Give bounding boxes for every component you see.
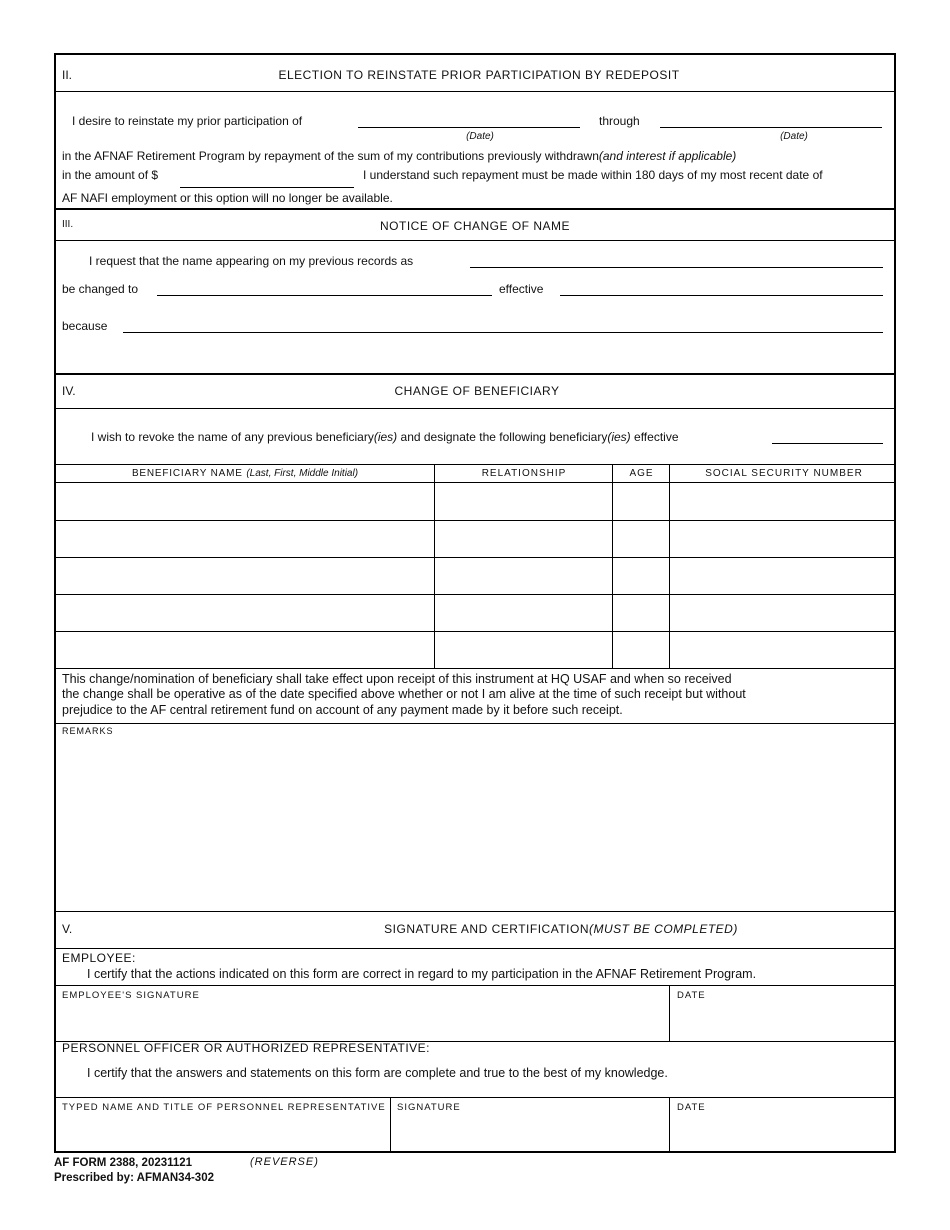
from-date-field[interactable] bbox=[358, 127, 580, 128]
table-top-border bbox=[55, 464, 895, 465]
divider bbox=[55, 723, 895, 724]
column-header-relationship: RELATIONSHIP bbox=[481, 468, 567, 479]
through-label: through bbox=[599, 114, 640, 128]
column-divider bbox=[612, 464, 613, 668]
divider bbox=[55, 373, 895, 375]
new-name-field[interactable] bbox=[157, 295, 492, 296]
section-5-number: V. bbox=[62, 922, 73, 936]
divider bbox=[55, 240, 895, 241]
through-date-label: (Date) bbox=[780, 131, 808, 142]
amount-field[interactable] bbox=[180, 187, 354, 188]
divider bbox=[55, 985, 895, 986]
employee-date-field[interactable] bbox=[670, 1003, 894, 1040]
column-header-name bbox=[55, 468, 435, 479]
name-request-text: I request that the name appearing on my previous records as bbox=[89, 254, 414, 268]
table-row[interactable] bbox=[55, 521, 895, 557]
ies-note-2: (ies) bbox=[607, 430, 631, 444]
changed-to-label: be changed to bbox=[62, 282, 139, 296]
repayment-text bbox=[62, 149, 736, 163]
employee-date-label: DATE bbox=[677, 990, 706, 1001]
divider bbox=[55, 91, 895, 92]
representative-date-field[interactable] bbox=[670, 1115, 894, 1151]
revoke-part-2: and designate the following beneficiary bbox=[400, 430, 608, 444]
column-divider bbox=[669, 464, 670, 668]
representative-signature-label: SIGNATURE bbox=[397, 1102, 461, 1113]
table-row[interactable] bbox=[55, 595, 895, 631]
ies-note-1: (ies) bbox=[373, 430, 398, 444]
section-5-title-note: (MUST BE COMPLETED) bbox=[589, 922, 738, 936]
column-header-ssn: SOCIAL SECURITY NUMBER bbox=[705, 468, 863, 479]
personnel-label: PERSONNEL OFFICER OR AUTHORIZED REPRESENTATIVE: bbox=[62, 1041, 430, 1055]
divider bbox=[55, 911, 895, 912]
revoke-part-1: I wish to revoke the name of any previous beneficiary bbox=[91, 430, 374, 444]
column-header-name-label: BENEFICIARY NAME bbox=[131, 468, 243, 479]
from-date-label: (Date) bbox=[466, 131, 494, 142]
nafi-employment-text: AF NAFI employment or this option will no longer be available. bbox=[62, 191, 393, 205]
table-row[interactable] bbox=[55, 558, 895, 594]
because-label: because bbox=[62, 319, 108, 333]
revoke-text bbox=[91, 430, 679, 444]
repayment-line: in the AFNAF Retirement Program by repayment of the sum of my contributions previously withdrawn bbox=[62, 149, 599, 163]
section-3-title: NOTICE OF CHANGE OF NAME bbox=[379, 219, 570, 233]
beneficiary-notice-line-3: prejudice to the AF central retirement fund on account of any payment made by it before such receipt. bbox=[62, 703, 623, 717]
section-4-number: IV. bbox=[62, 384, 76, 398]
typed-name-label: TYPED NAME AND TITLE OF PERSONNEL REPRESENTATIVE bbox=[62, 1102, 386, 1113]
remarks-label: REMARKS bbox=[62, 726, 114, 736]
revoke-part-3: effective bbox=[634, 430, 679, 444]
section-5-title bbox=[54, 922, 950, 936]
reason-field[interactable] bbox=[123, 332, 883, 333]
table-row[interactable] bbox=[55, 632, 895, 668]
section-4-title: CHANGE OF BENEFICIARY bbox=[394, 384, 560, 398]
personnel-certification: I certify that the answers and statements on this form are complete and true to the best of my knowledge. bbox=[87, 1066, 668, 1080]
employee-signature-field[interactable] bbox=[55, 1003, 668, 1040]
divider bbox=[55, 948, 895, 949]
employee-label: EMPLOYEE: bbox=[62, 951, 136, 965]
column-divider bbox=[434, 464, 435, 668]
through-date-field[interactable] bbox=[660, 127, 882, 128]
name-effective-date-field[interactable] bbox=[560, 295, 883, 296]
divider bbox=[55, 1097, 895, 1098]
employee-certification: I certify that the actions indicated on this form are correct in regard to my participation in the AFNAF Retirement Program. bbox=[87, 967, 757, 981]
table-row[interactable] bbox=[55, 483, 895, 520]
section-3-number: III. bbox=[62, 219, 74, 230]
reinstate-text: I desire to reinstate my prior participation of bbox=[72, 114, 303, 128]
section-2-title: ELECTION TO REINSTATE PRIOR PARTICIPATION BY REDEPOSIT bbox=[278, 68, 680, 82]
section-5-title-text: SIGNATURE AND CERTIFICATION bbox=[384, 922, 589, 936]
employee-signature-label: EMPLOYEE'S SIGNATURE bbox=[62, 990, 200, 1001]
typed-name-field[interactable] bbox=[55, 1115, 389, 1151]
effective-label: effective bbox=[499, 282, 544, 296]
column-header-name-note: (Last, First, Middle Initial) bbox=[246, 468, 359, 479]
representative-date-label: DATE bbox=[677, 1102, 706, 1113]
beneficiary-effective-date-field[interactable] bbox=[772, 443, 883, 444]
representative-signature-field[interactable] bbox=[391, 1115, 668, 1151]
table-bottom-border bbox=[55, 668, 895, 669]
form-side: (REVERSE) bbox=[250, 1156, 319, 1168]
remarks-field[interactable] bbox=[55, 737, 895, 910]
divider bbox=[55, 208, 895, 210]
prescribed-by: Prescribed by: AFMAN34-302 bbox=[54, 1172, 214, 1184]
previous-name-field[interactable] bbox=[470, 267, 883, 268]
beneficiary-notice-line-2: the change shall be operative as of the date specified above whether or not I am alive at the time of such receipt but without bbox=[62, 687, 746, 701]
interest-note: (and interest if applicable) bbox=[598, 149, 737, 163]
divider bbox=[55, 408, 895, 409]
form-id: AF FORM 2388, 20231121 bbox=[54, 1157, 193, 1169]
beneficiary-notice-line-1: This change/nomination of beneficiary shall take effect upon receipt of this instrument at HQ USAF and when so received bbox=[62, 672, 732, 686]
repayment-deadline-text: I understand such repayment must be made within 180 days of my most recent date of bbox=[363, 168, 823, 182]
section-2-number: II. bbox=[62, 68, 73, 82]
amount-label: in the amount of $ bbox=[62, 168, 159, 182]
column-header-age: AGE bbox=[629, 468, 654, 479]
